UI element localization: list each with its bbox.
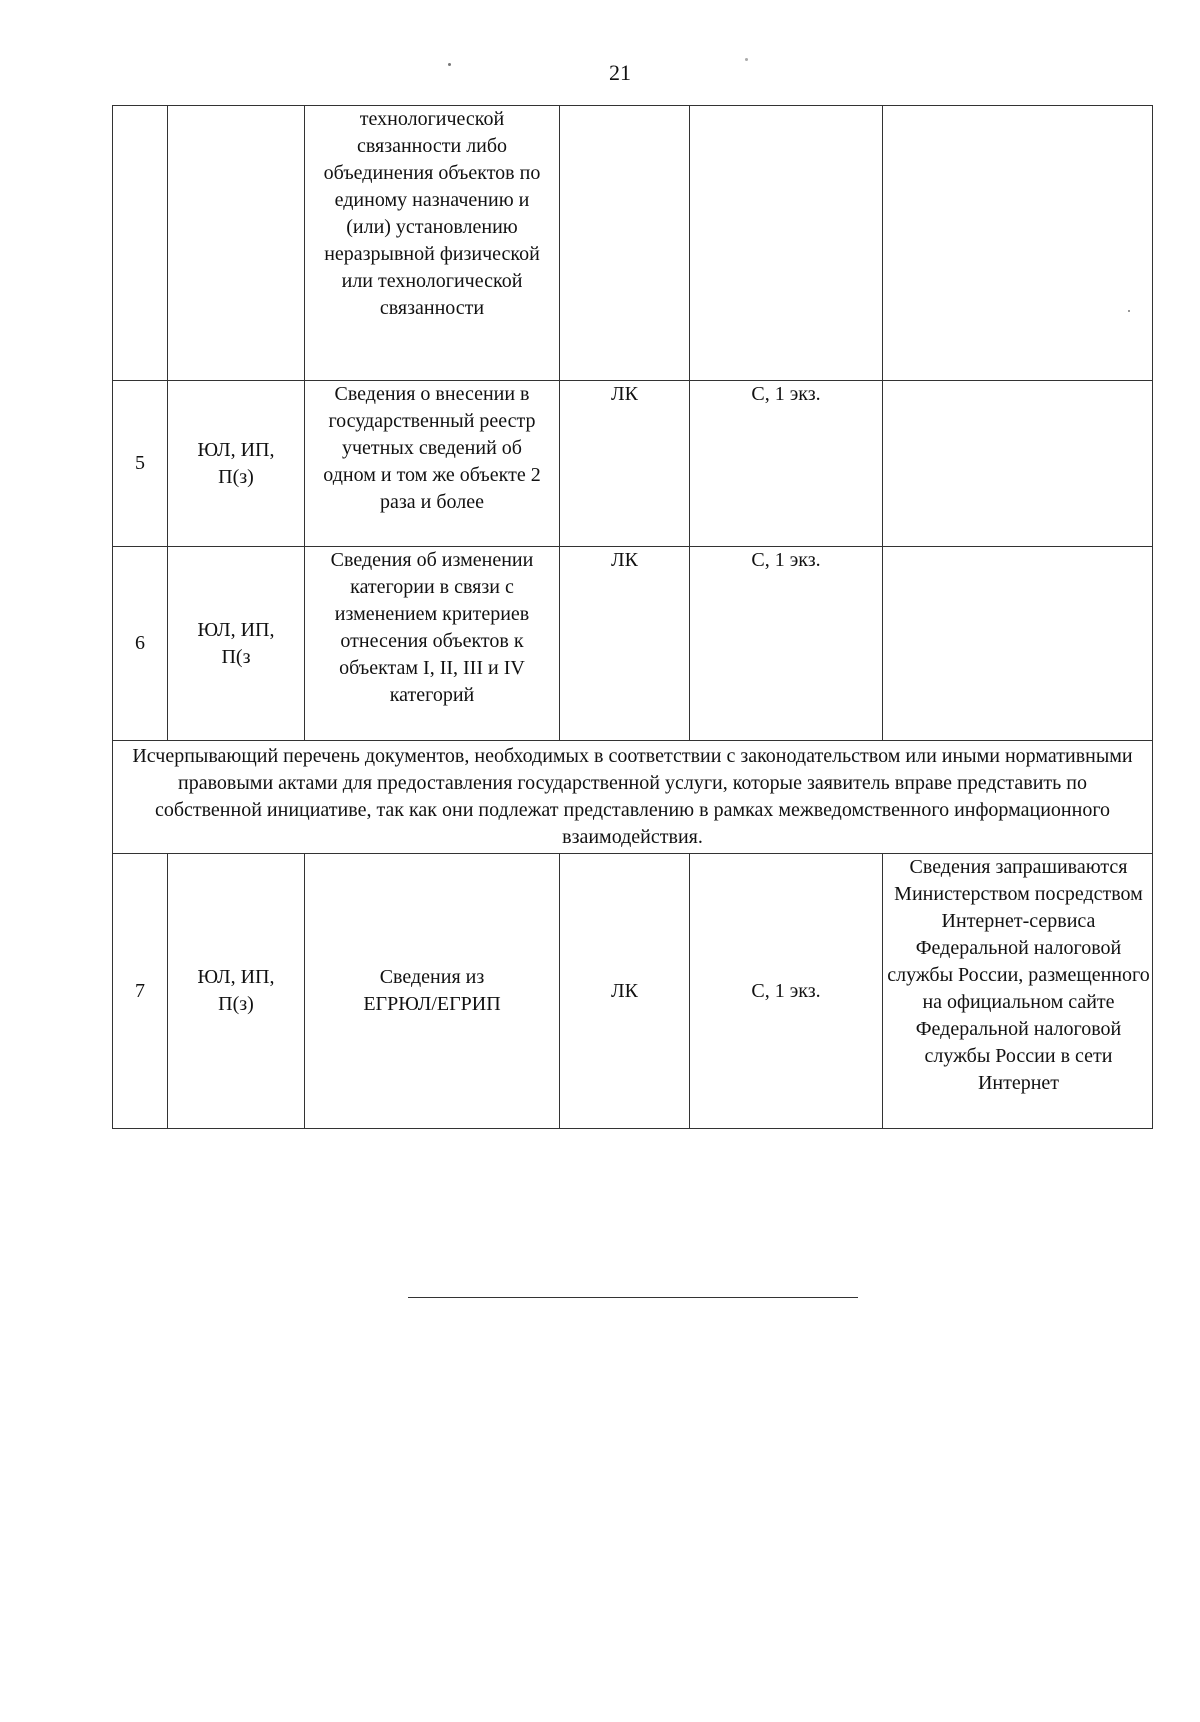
- cell-method: ЛК: [560, 854, 690, 1129]
- page-number: 21: [609, 60, 631, 85]
- cell-document: Сведения об изменении категории в связи с изменением критериев отнесения объектов к объектам I, II, III и IV категорий: [305, 547, 560, 741]
- table-row-continuation: [113, 106, 1153, 381]
- documents-table: [112, 105, 1153, 1129]
- cell-num: [113, 106, 168, 381]
- cell-document: Сведения о внесении в государственный реестр учетных сведений об одном и том же объекте 2 раза и более: [305, 381, 560, 547]
- cell-document: Сведения из ЕГРЮЛ/ЕГРИП: [305, 854, 560, 1129]
- scan-speck: [745, 58, 748, 61]
- table-row: [113, 381, 1153, 547]
- section-header-row: [113, 741, 1153, 854]
- cell-applicant: ЮЛ, ИП, П(з): [168, 854, 305, 1129]
- cell-form: С, 1 экз.: [690, 854, 883, 1129]
- table-row: [113, 547, 1153, 741]
- cell-note: [883, 381, 1153, 547]
- scan-speck: [448, 63, 451, 66]
- cell-num: 5: [113, 381, 168, 547]
- cell-note: [883, 106, 1153, 381]
- cell-form: С, 1 экз.: [690, 381, 883, 547]
- cell-num: 6: [113, 547, 168, 741]
- scan-speck: [1128, 310, 1130, 312]
- table-row: [113, 854, 1153, 1129]
- cell-applicant: ЮЛ, ИП, П(з: [168, 547, 305, 741]
- cell-applicant: ЮЛ, ИП, П(з): [168, 381, 305, 547]
- cell-num: 7: [113, 854, 168, 1129]
- cell-document: технологической связанности либо объединения объектов по единому назначению и (или) установлению неразрывной физической или технологической связанности: [305, 106, 560, 381]
- cell-note: [883, 547, 1153, 741]
- cell-form: С, 1 экз.: [690, 547, 883, 741]
- cell-note: Сведения запрашиваются Министерством посредством Интернет-сервиса Федеральной налоговой службы России, размещенного на официальном сайте Федеральной налоговой службы России в сети Интернет: [883, 854, 1153, 1129]
- section-header: Исчерпывающий перечень документов, необходимых в соответствии с законодательством или иными нормативными правовыми актами для предоставления государственной услуги, которые заявитель вправе представить по собственной инициативе, так как они подлежат представлению в рамках межведомственного информационного взаимодействия.: [113, 741, 1153, 854]
- cell-method: ЛК: [560, 381, 690, 547]
- signature-line: [408, 1297, 858, 1298]
- cell-applicant: [168, 106, 305, 381]
- cell-form: [690, 106, 883, 381]
- cell-method: ЛК: [560, 547, 690, 741]
- cell-method: [560, 106, 690, 381]
